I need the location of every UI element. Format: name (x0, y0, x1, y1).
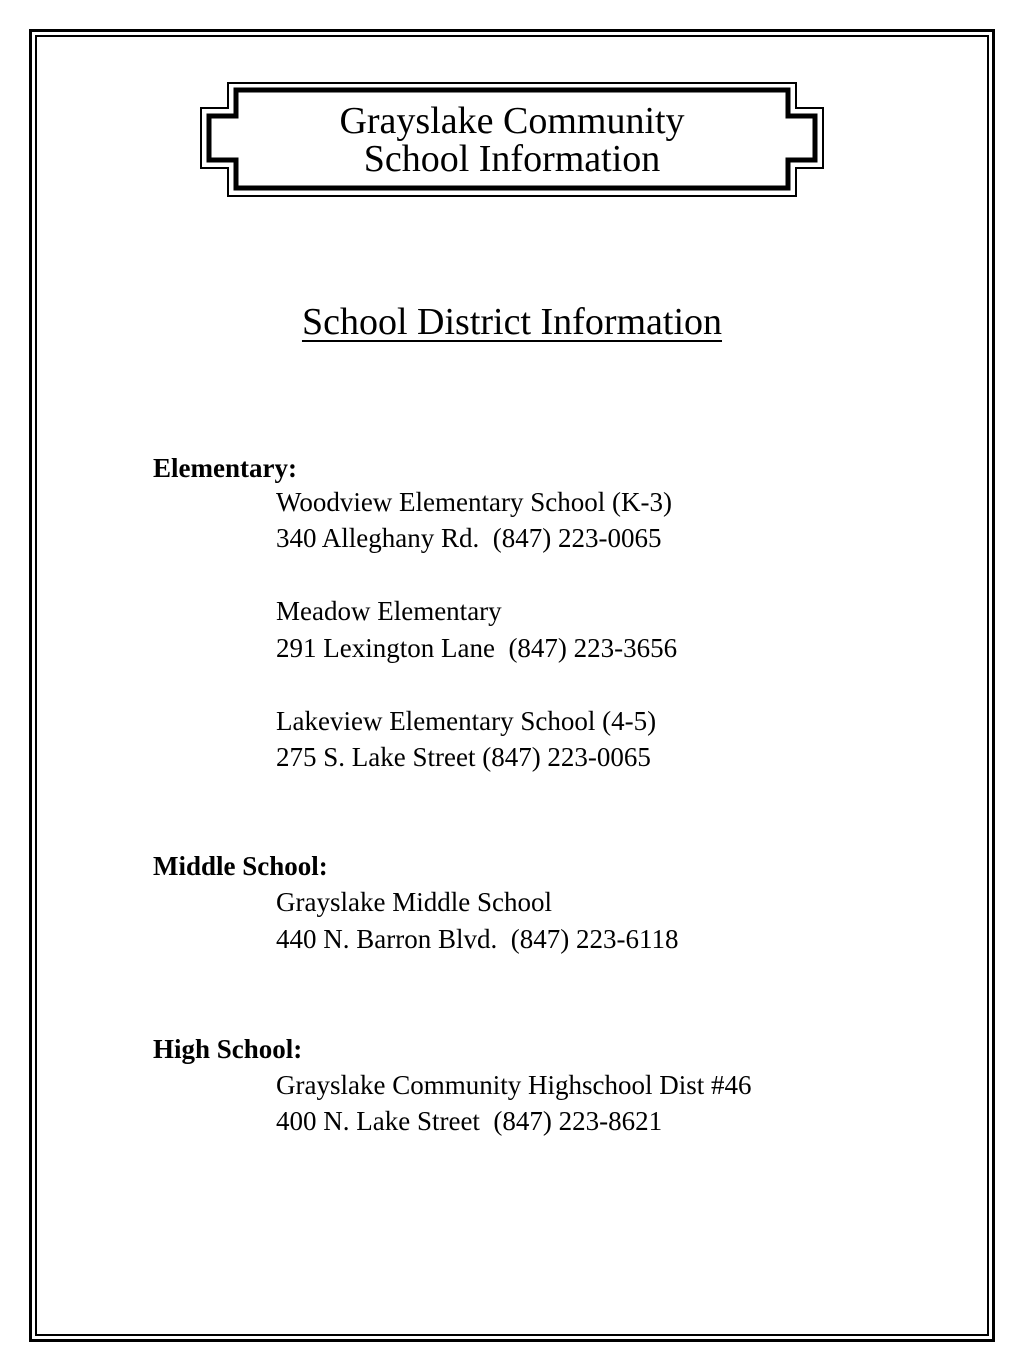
school-name: Lakeview Elementary School (4-5) (276, 706, 657, 736)
title-line-2: School Information (363, 138, 661, 180)
school-address: 275 S. Lake Street (847) 223-0065 (276, 742, 651, 772)
title-banner (198, 80, 826, 200)
school-address: 400 N. Lake Street (847) 223-8621 (276, 1106, 663, 1136)
page-border-inner (35, 35, 989, 1336)
middle-school-label: Middle School: (153, 851, 328, 881)
school-name: Meadow Elementary (276, 596, 502, 626)
elementary-label: Elementary: (153, 453, 297, 483)
page-title (198, 102, 826, 178)
school-address: 291 Lexington Lane (847) 223-3656 (276, 633, 678, 663)
school-address: 340 Alleghany Rd. (847) 223-0065 (276, 523, 662, 553)
school-address: 440 N. Barron Blvd. (847) 223-6118 (276, 924, 679, 954)
school-name: Grayslake Middle School (276, 887, 552, 917)
title-line-1: Grayslake Community (339, 100, 685, 142)
school-name: Grayslake Community Highschool Dist #46 (276, 1070, 752, 1100)
high-school-label: High School: (153, 1034, 303, 1064)
school-name: Woodview Elementary School (K-3) (276, 487, 672, 517)
section-heading: School District Information (301, 301, 723, 343)
